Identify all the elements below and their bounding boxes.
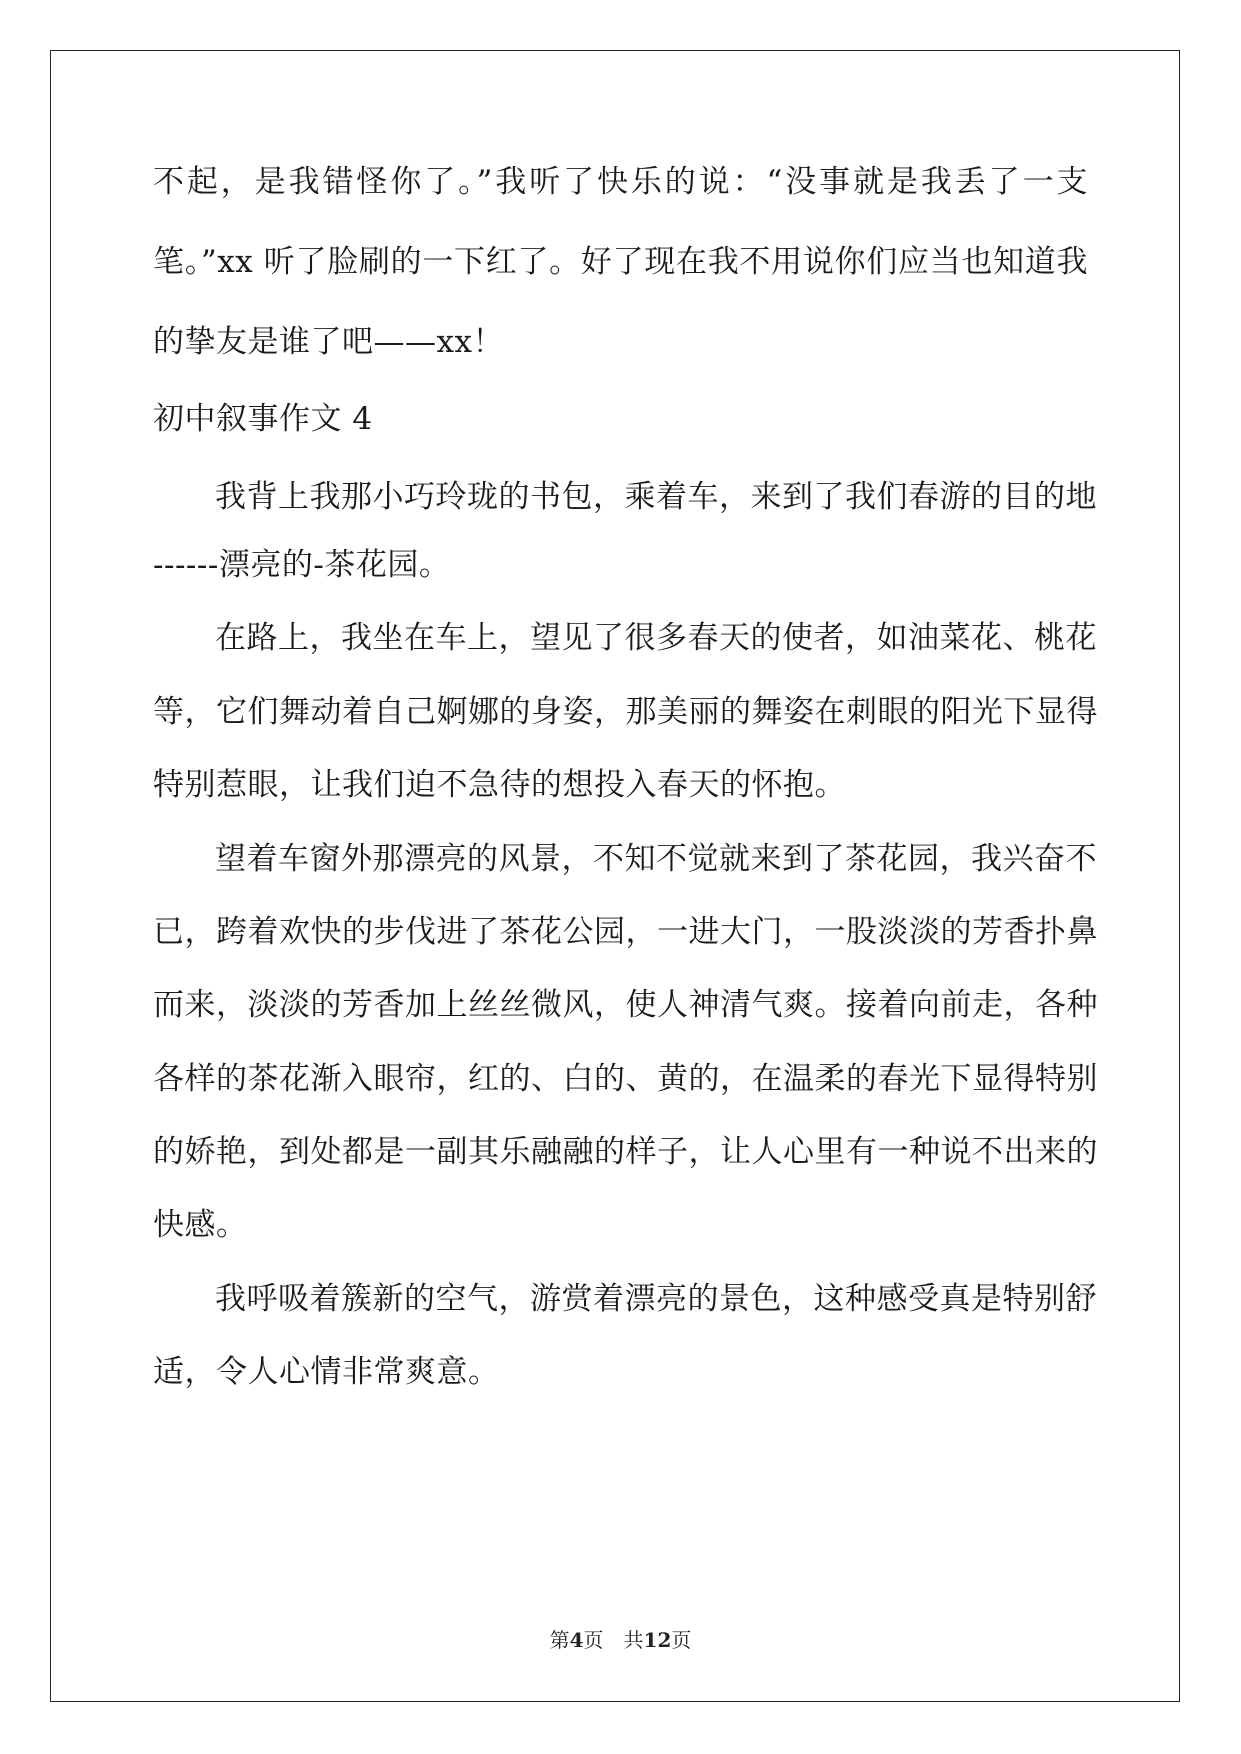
text-line: ------漂亮的-茶花园。 [153, 547, 451, 583]
footer-prefix: 第 [549, 1628, 570, 1652]
section-heading: 初中叙事作文 4 [153, 401, 373, 437]
paragraph-first-line: 在路上，我坐在车上，望见了很多春天的使者，如油菜花、桃花 [215, 620, 1097, 656]
text-line: 的挚友是谁了吧——xx！ [153, 324, 504, 360]
footer-mid: 页 共 [583, 1628, 644, 1652]
text-line: 而来，淡淡的芳香加上丝丝微风，使人神清气爽。接着向前走，各种 [153, 987, 1098, 1023]
text-line: 适，令人心情非常爽意。 [153, 1354, 500, 1390]
footer-page-number: 4 [569, 1628, 584, 1652]
paragraph-first-line: 我背上我那小巧玲珑的书包，乘着车，来到了我们春游的目的地 [215, 479, 1097, 515]
text-line: 特别惹眼，让我们迫不急待的想投入春天的怀抱。 [153, 767, 846, 803]
text-line: 的娇艳，到处都是一副其乐融融的样子，让人心里有一种说不出来的 [153, 1134, 1098, 1170]
paragraph-first-line: 望着车窗外那漂亮的风景，不知不觉就来到了茶花园，我兴奋不 [215, 841, 1097, 877]
text-line: 各样的茶花渐入眼帘，红的、白的、黄的，在温柔的春光下显得特别 [153, 1061, 1098, 1097]
footer-suffix: 页 [671, 1628, 692, 1652]
text-line: 笔。”xx 听了脸刷的一下红了。好了现在我不用说你们应当也知道我 [153, 244, 1088, 280]
text-line: 快感。 [153, 1207, 248, 1243]
footer-total-pages: 12 [643, 1628, 672, 1652]
paragraph-first-line: 我呼吸着簇新的空气，游赏着漂亮的景色，这种感受真是特别舒 [215, 1281, 1097, 1317]
text-line: 已，跨着欢快的步伐进了茶花公园，一进大门，一股淡淡的芳香扑鼻 [153, 914, 1098, 950]
page-footer [0, 1627, 1241, 1653]
text-line: 不起，是我错怪你了。”我听了快乐的说：“没事就是我丢了一支 [153, 164, 1088, 200]
text-line: 等，它们舞动着自己婀娜的身姿，那美丽的舞姿在刺眼的阳光下显得 [153, 694, 1098, 730]
